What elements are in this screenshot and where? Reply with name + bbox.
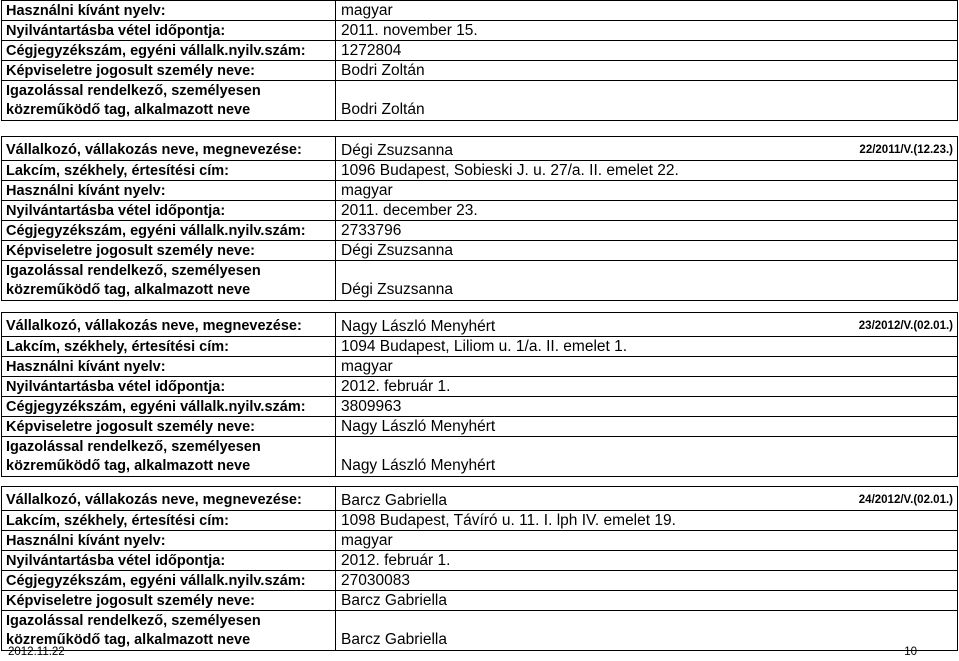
business-row — [1, 137, 958, 161]
column-divider — [335, 221, 336, 240]
decision-reference: 24/2012/V.(02.01.) — [858, 494, 953, 506]
member-row — [1, 261, 958, 301]
language-value: magyar — [341, 532, 393, 549]
business-label: Vállalkozó, vállakozás neve, megnevezése: — [6, 318, 302, 334]
reg-number-row — [1, 221, 958, 241]
representative-label: Képviseletre jogosult személy neve: — [6, 243, 256, 259]
page-footer — [0, 644, 959, 661]
representative-row — [1, 241, 958, 261]
business-value: Nagy László Menyhért — [341, 318, 496, 335]
address-label: Lakcím, székhely, értesítési cím: — [6, 513, 229, 529]
registered-label: Nyilvántartásba vétel időpontja: — [6, 379, 226, 395]
column-divider — [335, 551, 336, 570]
decision-reference: 22/2011/V.(12.23.) — [859, 144, 953, 156]
language-label: Használni kívánt nyelv: — [6, 359, 166, 375]
column-divider — [335, 41, 336, 60]
reg-number-row — [1, 397, 958, 417]
column-divider — [335, 397, 336, 416]
representative-label: Képviseletre jogosult személy neve: — [6, 593, 256, 609]
language-label: Használni kívánt nyelv: — [6, 533, 166, 549]
representative-value: Bodri Zoltán — [341, 62, 425, 79]
member-value: Nagy László Menyhért — [341, 457, 496, 474]
column-divider — [335, 201, 336, 220]
column-divider — [335, 511, 336, 530]
language-value: magyar — [341, 182, 393, 199]
business-label: Vállalkozó, vállakozás neve, megnevezése: — [6, 142, 302, 158]
language-row — [1, 181, 958, 201]
member-label: Igazolással rendelkező, személyesen közreműködő tag, alkalmazott neve — [6, 263, 261, 298]
language-row — [1, 357, 958, 377]
business-row — [1, 313, 958, 337]
decision-reference: 23/2012/V.(02.01.) — [858, 320, 953, 332]
address-value: 1096 Budapest, Sobieski J. u. 27/a. II. emelet 22. — [341, 162, 679, 179]
language-value: magyar — [341, 2, 393, 19]
column-divider — [335, 591, 336, 610]
column-divider — [335, 437, 336, 476]
reg-number-row — [1, 41, 958, 61]
reg-number-label: Cégjegyzékszám, egyéni vállalk.nyilv.szám: — [6, 43, 306, 59]
reg-number-label: Cégjegyzékszám, egyéni vállalk.nyilv.szám: — [6, 573, 306, 589]
representative-label: Képviseletre jogosult személy neve: — [6, 63, 256, 79]
member-label: Igazolással rendelkező, személyesen közreműködő tag, alkalmazott neve — [6, 613, 261, 648]
language-label: Használni kívánt nyelv: — [6, 183, 166, 199]
registered-label: Nyilvántartásba vétel időpontja: — [6, 203, 226, 219]
reg-number-value: 27030083 — [341, 572, 410, 589]
column-divider — [335, 571, 336, 590]
reg-number-value: 1272804 — [341, 42, 402, 59]
column-divider — [335, 531, 336, 550]
registered-label: Nyilvántartásba vétel időpontja: — [6, 23, 226, 39]
column-divider — [335, 241, 336, 260]
register-entry — [1, 486, 958, 651]
column-divider — [335, 261, 336, 300]
column-divider — [335, 61, 336, 80]
address-value: 1098 Budapest, Távíró u. 11. I. lph IV. emelet 19. — [341, 512, 676, 529]
business-row — [1, 487, 958, 511]
representative-value: Nagy László Menyhért — [341, 418, 496, 435]
representative-row — [1, 417, 958, 437]
registered-row — [1, 377, 958, 397]
column-divider — [335, 417, 336, 436]
column-divider — [335, 377, 336, 396]
business-value: Dégi Zsuzsanna — [341, 142, 454, 159]
representative-value: Dégi Zsuzsanna — [341, 242, 454, 259]
representative-row — [1, 591, 958, 611]
register-entry-top — [1, 0, 958, 121]
footer-date: 2012.11.22 — [8, 646, 65, 658]
address-row — [1, 161, 958, 181]
page-number: 10 — [904, 646, 917, 658]
representative-label: Képviseletre jogosult személy neve: — [6, 419, 256, 435]
address-label: Lakcím, székhely, értesítési cím: — [6, 339, 229, 355]
reg-number-value: 3809963 — [341, 398, 402, 415]
language-row — [1, 1, 958, 21]
language-label: Használni kívánt nyelv: — [6, 3, 166, 19]
column-divider — [335, 357, 336, 376]
registered-value: 2011. november 15. — [341, 22, 478, 39]
reg-number-label: Cégjegyzékszám, egyéni vállalk.nyilv.szám: — [6, 223, 306, 239]
member-value: Barcz Gabriella — [341, 631, 447, 648]
register-entry — [1, 136, 958, 301]
representative-row — [1, 61, 958, 81]
registered-row — [1, 21, 958, 41]
registered-value: 2011. december 23. — [341, 202, 478, 219]
column-divider — [335, 313, 336, 336]
column-divider — [335, 21, 336, 40]
column-divider — [335, 181, 336, 200]
member-value: Bodri Zoltán — [341, 101, 425, 118]
registered-row — [1, 551, 958, 571]
address-row — [1, 337, 958, 357]
column-divider — [335, 337, 336, 356]
registered-row — [1, 201, 958, 221]
column-divider — [335, 137, 336, 160]
column-divider — [335, 487, 336, 510]
member-row — [1, 81, 958, 121]
address-label: Lakcím, székhely, értesítési cím: — [6, 163, 229, 179]
registered-label: Nyilvántartásba vétel időpontja: — [6, 553, 226, 569]
business-value: Barcz Gabriella — [341, 492, 447, 509]
registered-value: 2012. február 1. — [341, 378, 451, 395]
member-value: Dégi Zsuzsanna — [341, 281, 454, 298]
address-value: 1094 Budapest, Liliom u. 1/a. II. emelet 1. — [341, 338, 628, 355]
address-row — [1, 511, 958, 531]
column-divider — [335, 161, 336, 180]
reg-number-row — [1, 571, 958, 591]
member-label: Igazolással rendelkező, személyesen közreműködő tag, alkalmazott neve — [6, 83, 261, 118]
representative-value: Barcz Gabriella — [341, 592, 447, 609]
register-entry — [1, 312, 958, 477]
member-row — [1, 437, 958, 477]
column-divider — [335, 81, 336, 120]
member-label: Igazolással rendelkező, személyesen közreműködő tag, alkalmazott neve — [6, 439, 261, 474]
registered-value: 2012. február 1. — [341, 552, 451, 569]
business-label: Vállalkozó, vállakozás neve, megnevezése: — [6, 492, 302, 508]
language-value: magyar — [341, 358, 393, 375]
language-row — [1, 531, 958, 551]
reg-number-label: Cégjegyzékszám, egyéni vállalk.nyilv.szám: — [6, 399, 306, 415]
reg-number-value: 2733796 — [341, 222, 402, 239]
column-divider — [335, 1, 336, 20]
